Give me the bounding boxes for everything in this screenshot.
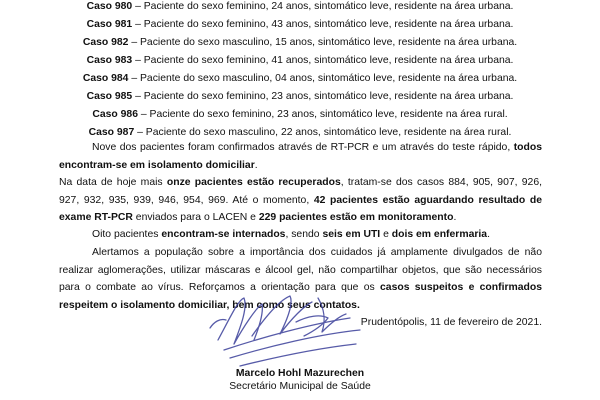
paragraph-alert: Alertamos a população sobre a importância dos cuidados já amplamente divulgados de não realizar aglomerações, utilizar máscaras e álcool gel, não compartilhar objetos, que são necessários para o combate ao vírus. Reforçamos a orientação para que os casos suspeitos e confirmados respeitem o isolamento domiciliar, bem como seus contatos.: [59, 247, 542, 311]
case-line-986: Caso 986 – Paciente do sexo feminino, 23 anos, sintomático leve, residente na área rural.: [92, 109, 508, 120]
signatory-role: Secretário Municipal de Saúde: [229, 381, 371, 392]
case-line-985: Caso 985 – Paciente do sexo feminino, 23 anos, sintomático leve, residente na área urbana.: [86, 91, 514, 102]
case-line-983: Caso 983 – Paciente do sexo feminino, 41 anos, sintomático leve, residente na área urbana.: [86, 55, 514, 66]
date-line: Prudentópolis, 11 de fevereiro de 2021.: [360, 317, 542, 328]
case-line-987: Caso 987 – Paciente do sexo masculino, 22 anos, sintomático leve, residente na área rural.: [88, 127, 512, 138]
paragraph-confirmations: Nove dos pacientes foram confirmados através de RT-PCR e um através do teste rápido, todos encontram-se em isolamento domiciliar.: [59, 142, 542, 171]
case-line-984: Caso 984 – Paciente do sexo masculino, 04 anos, sintomático leve, residente na área urbana.: [82, 73, 518, 84]
signature-scribble: [200, 278, 370, 378]
case-line-980: Caso 980 – Paciente do sexo feminino, 24 anos, sintomático leve, residente na área urbana.: [86, 1, 514, 12]
paragraph-recovered: Na data de hoje mais onze pacientes estão recuperados, tratam-se dos casos 884, 905, 907, 926, 927, 932, 935, 939, 946, 954, 969. Até o momento, 42 pacientes estão aguardando resultado de exame RT-PCR enviados para o LACEN e 229 pacientes estão em monitoramento.: [59, 177, 543, 223]
case-line-982: Caso 982 – Paciente do sexo masculino, 15 anos, sintomático leve, residente na área urbana.: [82, 37, 518, 48]
case-line-981: Caso 981 – Paciente do sexo feminino, 43 anos, sintomático leve, residente na área urbana.: [86, 19, 514, 30]
signatory-name: Marcelo Hohl Mazurechen: [235, 368, 365, 379]
paragraph-hospitalized: Oito pacientes encontram-se internados, sendo seis em UTI e dois em enfermaria.: [92, 229, 490, 240]
